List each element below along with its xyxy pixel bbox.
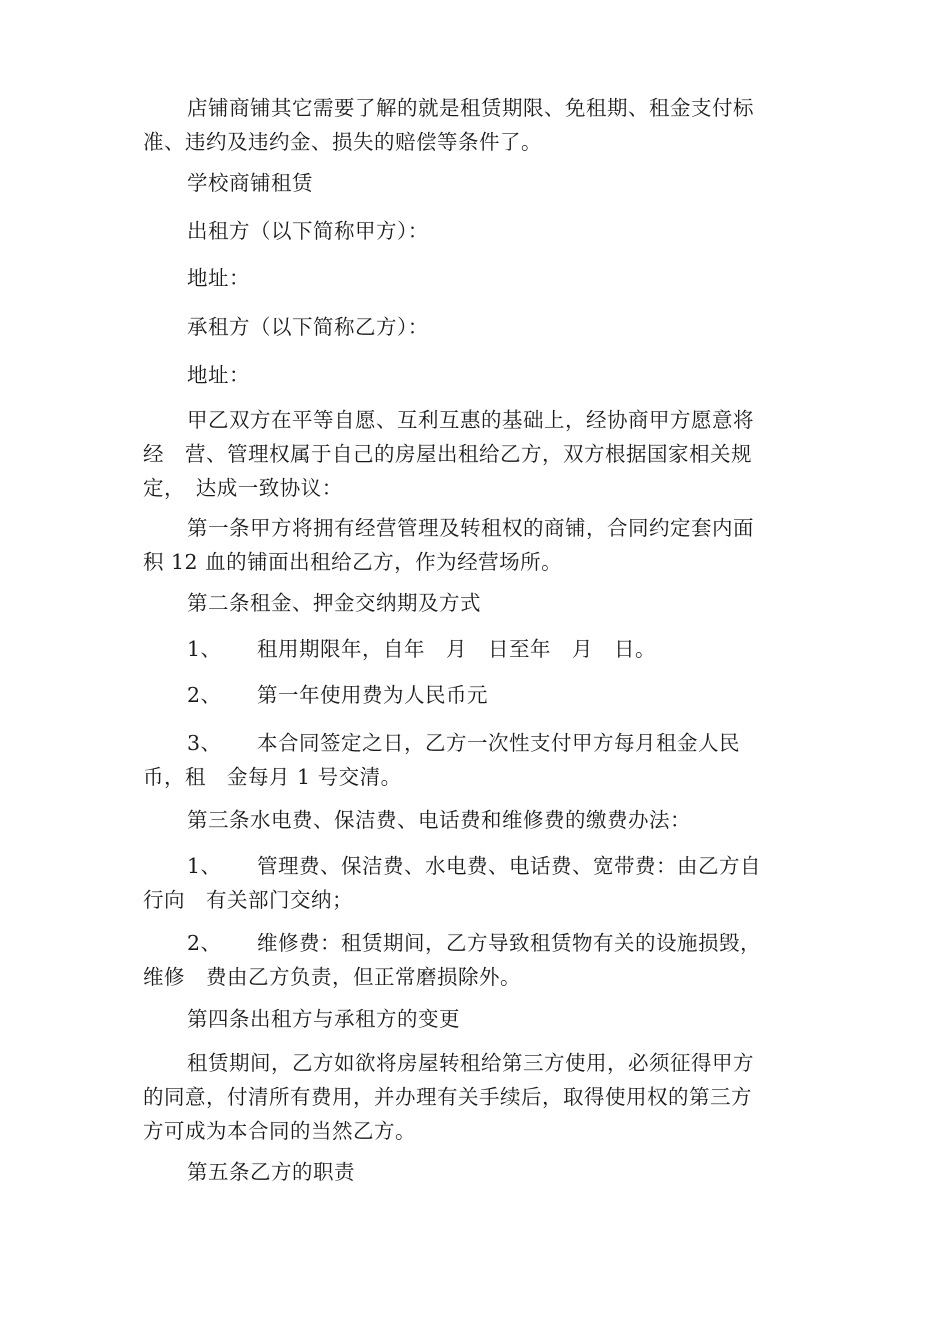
- item-number: 2、: [187, 931, 222, 955]
- article-2-item-2: [143, 678, 808, 712]
- article-3-title: 第三条水电费、保洁费、电话费和维修费的缴费办法：: [187, 808, 691, 832]
- article-2-title: 第二条租金、押金交纳期及方式: [187, 591, 481, 615]
- item-text-continued: 币，租 金每月 1 号交清。: [143, 765, 402, 789]
- lessee-label: 承租方（以下简称乙方）：: [187, 315, 429, 339]
- item-number: 1、: [187, 637, 222, 661]
- agreement-line-3: 定， 达成一致协议：: [143, 476, 343, 500]
- article-4-title: 第四条出租方与承租方的变更: [187, 1007, 460, 1031]
- article-4-line-2: 的同意，付清所有费用，并办理有关手续后，取得使用权的第三方: [143, 1085, 752, 1109]
- article-5-title: 第五条乙方的职责: [187, 1160, 355, 1184]
- agreement-line-2: 经 营、管理权属于自己的房屋出租给乙方，双方根据国家相关规: [143, 442, 752, 466]
- article-2-item-1: [143, 632, 808, 666]
- article-3-item-1: [143, 849, 808, 917]
- item-number: 2、: [187, 683, 222, 707]
- item-text-continued: 行向 有关部门交纳；: [143, 888, 353, 912]
- item-number: 3、: [187, 731, 222, 755]
- agreement-paragraph: [143, 403, 808, 505]
- item-text: 租用期限年，自年 月 日至年 月 日。: [257, 637, 656, 661]
- contract-heading: 学校商铺租赁: [187, 171, 313, 195]
- intro-paragraph: [143, 91, 808, 159]
- article-1-line-1: 第一条甲方将拥有经营管理及转租权的商铺，合同约定套内面: [187, 516, 754, 540]
- article-3-item-2: [143, 926, 808, 994]
- item-text: 管理费、保洁费、水电费、电话费、宽带费：由乙方自: [257, 854, 761, 878]
- article-2-item-3: [143, 726, 808, 794]
- item-text: 本合同签定之日，乙方一次性支付甲方每月租金人民: [257, 731, 740, 755]
- article-1-line-2: 积 12 血的铺面出租给乙方，作为经营场所。: [143, 550, 563, 574]
- article-4-line-1: 租赁期间，乙方如欲将房屋转租给第三方使用，必须征得甲方: [187, 1051, 754, 1075]
- intro-line-1: 店铺商铺其它需要了解的就是租赁期限、免租期、租金支付标: [187, 96, 754, 120]
- agreement-line-1: 甲乙双方在平等自愿、互利互惠的基础上，经协商甲方愿意将: [187, 408, 754, 432]
- article-4-line-3: 方可成为本合同的当然乙方。: [143, 1119, 416, 1143]
- item-text: 维修费：租赁期间，乙方导致租赁物有关的设施损毁，: [257, 931, 761, 955]
- article-1-paragraph: [143, 511, 808, 579]
- intro-line-2: 准、违约及违约金、损失的赔偿等条件了。: [143, 130, 542, 154]
- lessor-address: 地址：: [187, 266, 250, 290]
- item-text: 第一年使用费为人民币元: [257, 683, 488, 707]
- lessor-label: 出租方（以下简称甲方）：: [187, 219, 429, 243]
- article-4-paragraph: [143, 1046, 808, 1148]
- item-number: 1、: [187, 854, 222, 878]
- item-text-continued: 维修 费由乙方负责，但正常磨损除外。: [143, 965, 521, 989]
- lessee-address: 地址：: [187, 363, 250, 387]
